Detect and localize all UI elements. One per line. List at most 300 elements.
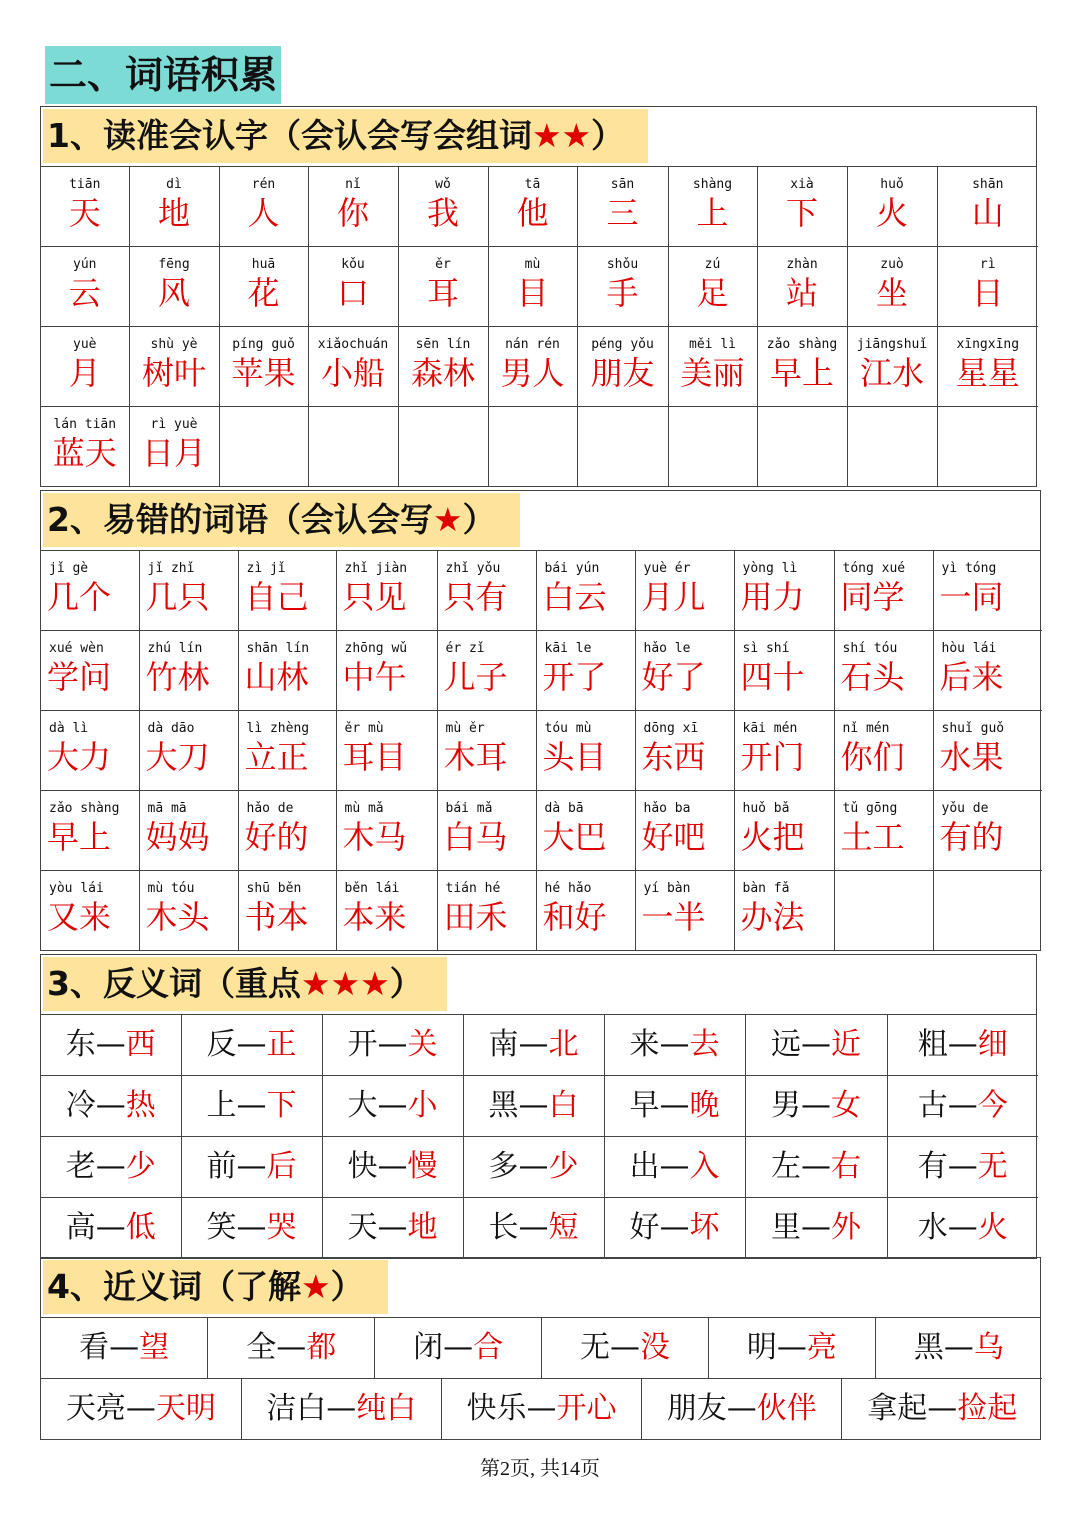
pinyin: yòu lái [49, 881, 104, 896]
pinyin: yuè ér [643, 561, 691, 576]
word-cell [437, 711, 536, 791]
hanzi: 男人 [500, 354, 565, 392]
grid-row [41, 551, 1042, 631]
word-pair [41, 1198, 181, 1259]
pinyin: zì jǐ [246, 561, 286, 576]
word-cell [336, 551, 437, 631]
hanzi: 你们 [840, 738, 905, 776]
pair-second: 下 [266, 1088, 297, 1123]
pair-second: 外 [831, 1210, 861, 1245]
word-cell [834, 711, 933, 791]
hanzi: 本来 [342, 898, 407, 936]
hanzi: 石头 [840, 658, 905, 696]
hanzi: 用力 [740, 578, 805, 616]
word-cell [577, 247, 668, 327]
grid-row [41, 167, 1038, 247]
pinyin: měi lì [689, 337, 736, 352]
pinyin: zhǐ yǒu [445, 561, 501, 576]
pinyin: nǐ [345, 177, 361, 192]
pair-second: 合 [473, 1330, 504, 1365]
word-pair [181, 1137, 322, 1198]
word-cell [757, 407, 847, 487]
word-cell [129, 167, 219, 247]
pinyin: zuò [880, 257, 904, 272]
word-cell [734, 631, 834, 711]
section-antonyms [40, 954, 1037, 1259]
hanzi: 只有 [443, 578, 508, 616]
hanzi: 一同 [939, 578, 1004, 616]
pair-second: 望 [139, 1330, 170, 1365]
pinyin: zǎo shàng [766, 337, 838, 352]
pair-second: 小 [407, 1088, 438, 1123]
hanzi: 江水 [859, 354, 924, 392]
pair-first: 全— [246, 1330, 307, 1365]
hanzi: 树叶 [141, 354, 206, 392]
pinyin: yì tóng [941, 561, 997, 576]
pair-second: 晚 [689, 1088, 720, 1123]
hanzi: 几个 [47, 578, 112, 616]
grid-row [41, 631, 1042, 711]
word-pair [181, 1076, 322, 1137]
word-cell [437, 551, 536, 631]
pair-second: 白 [548, 1088, 579, 1123]
section-title-close: ） [462, 500, 496, 539]
pair-second: 正 [266, 1027, 297, 1062]
word-cell [635, 791, 734, 871]
word-cell [488, 407, 577, 487]
pinyin: yòng lì [742, 561, 798, 576]
word-cell [577, 327, 668, 407]
word-cell [847, 327, 937, 407]
word-pair [463, 1015, 604, 1076]
pinyin: yí bàn [643, 881, 691, 896]
word-grid [41, 167, 1038, 486]
hanzi: 中午 [342, 658, 407, 696]
word-cell [635, 631, 734, 711]
word-cell [398, 247, 488, 327]
word-cell [734, 711, 834, 791]
word-cell [536, 551, 635, 631]
word-cell [933, 791, 1042, 871]
section-header [41, 491, 1040, 551]
section-title-text: 1、读准会认字（会认会写会组词 [47, 116, 532, 155]
word-cell [308, 167, 398, 247]
word-cell [536, 631, 635, 711]
page-title: 二、词语积累 [45, 46, 281, 104]
word-cell [488, 247, 577, 327]
word-cell [668, 247, 757, 327]
pair-second: 伙伴 [756, 1391, 817, 1426]
grid-row [41, 791, 1042, 871]
word-cell [129, 407, 219, 487]
hanzi: 我 [426, 194, 459, 232]
word-cell [937, 167, 1038, 247]
hanzi: 书本 [244, 898, 309, 936]
pinyin: zú [704, 257, 721, 272]
word-cell [933, 631, 1042, 711]
word-cell [834, 871, 933, 951]
word-cell [139, 871, 238, 951]
star-icon: ★★★ [300, 964, 390, 1003]
pair-first: 上— [206, 1088, 267, 1123]
word-pair [542, 1318, 709, 1379]
pair-first: 看— [79, 1330, 140, 1365]
hanzi: 你 [336, 194, 369, 232]
hanzi: 他 [516, 194, 549, 232]
hanzi: 头目 [542, 738, 607, 776]
pinyin: fēng [158, 257, 190, 272]
pinyin: hǎo de [246, 801, 294, 816]
word-pair [322, 1076, 463, 1137]
pinyin: sēn lín [415, 337, 471, 352]
hanzi: 有的 [939, 818, 1004, 856]
hanzi: 月儿 [641, 578, 706, 616]
pair-first: 男— [771, 1088, 831, 1123]
pair-second: 乌 [973, 1330, 1004, 1365]
pair-second: 西 [125, 1027, 156, 1062]
word-cell [398, 407, 488, 487]
word-pair [604, 1137, 745, 1198]
hanzi: 木头 [145, 898, 210, 936]
word-cell [847, 407, 937, 487]
word-cell [488, 327, 577, 407]
hanzi: 白云 [542, 578, 607, 616]
pinyin: sān [610, 177, 635, 192]
pair-second: 热 [125, 1088, 156, 1123]
word-cell [219, 327, 308, 407]
word-pair [604, 1198, 745, 1259]
pair-first: 里— [771, 1210, 831, 1245]
pair-first: 左— [771, 1149, 831, 1184]
pair-first: 东— [65, 1027, 126, 1062]
pinyin: jǐ gè [49, 561, 89, 576]
pinyin: mù tóu [147, 881, 195, 896]
word-cell [41, 631, 139, 711]
pair-first: 天— [347, 1210, 408, 1245]
hanzi: 朋友 [590, 354, 655, 392]
word-cell [834, 791, 933, 871]
word-cell [937, 407, 1038, 487]
word-pair [642, 1379, 842, 1440]
pair-first: 洁白— [266, 1391, 357, 1426]
grid-row [41, 327, 1038, 407]
hanzi: 自己 [244, 578, 309, 616]
word-cell [41, 167, 129, 247]
word-pair [745, 1015, 887, 1076]
hanzi: 小船 [320, 354, 385, 392]
hanzi: 蓝天 [52, 434, 117, 472]
word-pair [208, 1318, 375, 1379]
section-title [43, 109, 648, 163]
word-pair [842, 1379, 1042, 1440]
pinyin: shàng [692, 177, 733, 192]
pinyin: dà lì [49, 721, 89, 736]
hanzi: 足 [696, 274, 729, 312]
pinyin: hǎo ba [643, 801, 691, 816]
grid-row [41, 407, 1038, 487]
pair-first: 快— [347, 1149, 408, 1184]
pair-second: 开心 [556, 1391, 617, 1426]
word-pair [441, 1379, 641, 1440]
word-pair [463, 1076, 604, 1137]
word-pair [41, 1318, 208, 1379]
hanzi: 大力 [47, 738, 112, 776]
word-cell [41, 551, 139, 631]
pair-first: 长— [488, 1210, 549, 1245]
hanzi: 火把 [740, 818, 805, 856]
pair-second: 今 [977, 1088, 1008, 1123]
section-header [41, 955, 1036, 1015]
hanzi: 天 [68, 194, 101, 232]
pinyin: yǒu de [941, 801, 989, 816]
word-cell [219, 407, 308, 487]
pinyin: shān [972, 177, 1004, 192]
pair-first: 黑— [913, 1330, 974, 1365]
pair-second: 少 [548, 1149, 579, 1184]
grid-row [41, 711, 1042, 791]
section-synonyms [40, 1257, 1041, 1440]
pair-first: 高— [65, 1210, 126, 1245]
pinyin: shān lín [246, 641, 310, 656]
word-pair [181, 1015, 322, 1076]
pair-first: 南— [488, 1027, 549, 1062]
pair-second: 无 [977, 1149, 1008, 1184]
word-cell [933, 711, 1042, 791]
word-cell [238, 631, 336, 711]
word-cell [668, 407, 757, 487]
word-cell [41, 791, 139, 871]
grid-row [41, 871, 1042, 951]
hanzi: 森林 [410, 354, 475, 392]
pair-second: 哭 [266, 1210, 297, 1245]
section-header [41, 107, 1036, 167]
hanzi: 手 [606, 274, 639, 312]
star-icon: ★ [300, 1267, 331, 1306]
pinyin: rén [251, 177, 276, 192]
pair-second: 捡起 [957, 1391, 1018, 1426]
word-cell [308, 407, 398, 487]
word-pair [604, 1015, 745, 1076]
hanzi: 云 [68, 274, 101, 312]
pinyin: kāi le [544, 641, 592, 656]
word-pair [41, 1137, 181, 1198]
pair-second: 近 [831, 1027, 861, 1062]
word-pair [887, 1076, 1038, 1137]
word-cell [139, 791, 238, 871]
section-readable-words [40, 106, 1037, 487]
word-pair [745, 1198, 887, 1259]
pinyin: yuè [73, 337, 97, 352]
word-pair [745, 1076, 887, 1137]
pinyin: ěr mù [344, 721, 384, 736]
pair-first: 朋友— [666, 1391, 757, 1426]
pair-row [41, 1015, 1038, 1076]
page-footer: 第2页, 共14页 [480, 1458, 600, 1480]
word-cell [437, 631, 536, 711]
word-cell [41, 711, 139, 791]
pair-second: 火 [977, 1210, 1008, 1245]
word-cell [668, 327, 757, 407]
pinyin: píng guǒ [232, 337, 295, 352]
pair-second: 低 [125, 1210, 156, 1245]
pinyin: zhàn [786, 257, 818, 272]
pinyin: ér zǐ [445, 641, 485, 656]
word-cell [847, 247, 937, 327]
pinyin: mā mā [147, 801, 187, 816]
section-title-close: ） [591, 116, 625, 155]
word-pair [241, 1379, 441, 1440]
pair-second: 后 [266, 1149, 297, 1184]
pinyin: hǎo le [643, 641, 691, 656]
hanzi: 开门 [740, 738, 805, 776]
pinyin: mù [524, 257, 541, 272]
pinyin: lán tiān [53, 417, 117, 432]
star-icon: ★★ [531, 116, 592, 155]
hanzi: 一半 [641, 898, 706, 936]
word-pair [41, 1076, 181, 1137]
pair-second: 北 [548, 1027, 579, 1062]
hanzi: 土工 [840, 818, 905, 856]
hanzi: 上 [696, 194, 729, 232]
pinyin: rì [979, 257, 996, 272]
pinyin: jiāngshuǐ [856, 337, 928, 352]
word-pair [887, 1015, 1038, 1076]
hanzi: 四十 [740, 658, 805, 696]
pinyin: yún [73, 257, 97, 272]
word-cell [238, 871, 336, 951]
hanzi: 田禾 [443, 898, 508, 936]
pinyin: xià [790, 177, 814, 192]
pair-first: 古— [917, 1088, 978, 1123]
hanzi: 花 [247, 274, 280, 312]
pair-second: 地 [407, 1210, 438, 1245]
pinyin: zhōng wǔ [344, 641, 408, 656]
pair-first: 反— [206, 1027, 267, 1062]
word-pair [604, 1076, 745, 1137]
pair-row [41, 1198, 1038, 1259]
hanzi: 口 [336, 274, 369, 312]
hanzi: 耳 [426, 274, 459, 312]
pair-second: 短 [548, 1210, 579, 1245]
word-cell [577, 167, 668, 247]
hanzi: 竹林 [145, 658, 210, 696]
pair-row [41, 1379, 1042, 1440]
pair-first: 黑— [488, 1088, 549, 1123]
hanzi: 只见 [342, 578, 407, 616]
word-cell [488, 167, 577, 247]
section-title-text: 3、反义词（重点 [47, 964, 301, 1003]
pinyin: jǐ zhǐ [147, 561, 195, 576]
hanzi: 东西 [641, 738, 706, 776]
pinyin: bái mǎ [445, 801, 493, 816]
word-cell [129, 247, 219, 327]
word-cell [139, 711, 238, 791]
pinyin: tā [524, 177, 541, 192]
pinyin: shù yè [150, 337, 198, 352]
pinyin: huǒ [880, 177, 904, 192]
pair-second: 关 [407, 1027, 438, 1062]
word-cell [41, 407, 129, 487]
hanzi: 开了 [542, 658, 607, 696]
word-pair [181, 1198, 322, 1259]
pinyin: shí tóu [842, 641, 898, 656]
hanzi: 白马 [443, 818, 508, 856]
word-cell [757, 247, 847, 327]
section-title [43, 957, 447, 1011]
pair-first: 天亮— [65, 1391, 156, 1426]
pinyin: bàn fǎ [742, 881, 790, 896]
pinyin: dà dāo [147, 721, 195, 736]
hanzi: 山林 [244, 658, 309, 696]
word-cell [757, 327, 847, 407]
pinyin: tián hé [445, 881, 501, 896]
word-cell [139, 551, 238, 631]
word-pair [875, 1318, 1042, 1379]
word-cell [668, 167, 757, 247]
pinyin: shuǐ guǒ [941, 721, 1005, 736]
pair-second: 细 [977, 1027, 1008, 1062]
word-cell [635, 871, 734, 951]
word-pair [463, 1137, 604, 1198]
word-cell [734, 871, 834, 951]
word-cell [336, 791, 437, 871]
pair-first: 来— [629, 1027, 690, 1062]
pinyin: zǎo shàng [49, 801, 120, 816]
hanzi: 早上 [769, 354, 834, 392]
pair-row [41, 1076, 1038, 1137]
pair-first: 老— [65, 1149, 126, 1184]
word-cell [308, 247, 398, 327]
hanzi: 耳目 [342, 738, 407, 776]
pair-grid [41, 1318, 1042, 1439]
word-pair [745, 1137, 887, 1198]
pair-first: 明— [746, 1330, 807, 1365]
pair-first: 粗— [917, 1027, 978, 1062]
section-title [43, 1260, 388, 1314]
hanzi: 妈妈 [145, 818, 210, 856]
pair-second: 去 [689, 1027, 720, 1062]
pair-second: 天明 [155, 1391, 216, 1426]
pinyin: huā [251, 257, 276, 272]
hanzi: 同学 [840, 578, 905, 616]
word-cell [734, 791, 834, 871]
hanzi: 和好 [542, 898, 607, 936]
pair-first: 大— [347, 1088, 408, 1123]
hanzi: 学问 [47, 658, 112, 696]
word-pair [887, 1198, 1038, 1259]
hanzi: 木马 [342, 818, 407, 856]
pinyin: kǒu [341, 257, 365, 272]
hanzi: 早上 [47, 818, 112, 856]
pinyin: xiǎochuán [317, 337, 389, 352]
word-cell [834, 631, 933, 711]
section-title-text: 4、近义词（了解 [47, 1267, 301, 1306]
section-confusable-words [40, 490, 1041, 951]
pinyin: tǔ gōng [842, 801, 898, 816]
hanzi: 立正 [244, 738, 309, 776]
section-title [43, 493, 520, 547]
pair-first: 冷— [65, 1088, 126, 1123]
pinyin: zhǐ jiàn [344, 561, 408, 576]
hanzi: 好了 [641, 658, 706, 696]
word-cell [41, 247, 129, 327]
word-pair [41, 1015, 181, 1076]
pinyin: sì shí [742, 641, 790, 656]
word-cell [41, 871, 139, 951]
word-cell [937, 327, 1038, 407]
section-header [41, 1258, 1040, 1318]
word-pair [708, 1318, 875, 1379]
